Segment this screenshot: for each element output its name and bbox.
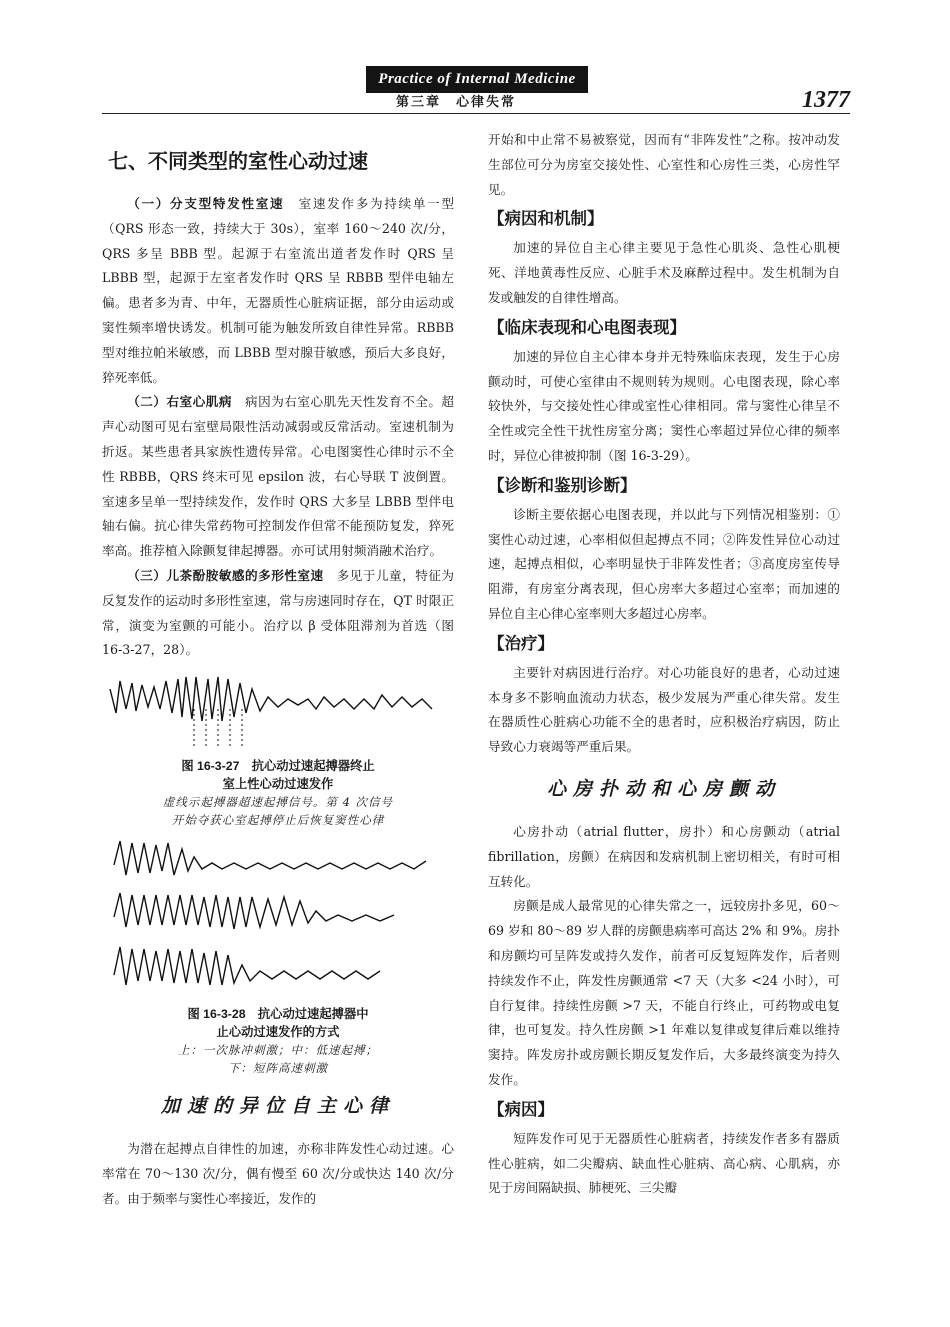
paragraph-af-intro: 心房扑动（atrial flutter，房扑）和心房颤动（atrial fibrillation，房颤）在病因和发病机制上密切相关，有时可相互转化。 bbox=[488, 823, 840, 889]
paragraph-diagnosis: 诊断主要依据心电图表现，并以此与下列情况相鉴别：①窦性心动过速，心率相似但起搏点不同；②阵发性异位心动过速，起搏点相似，心率明显快于非阵发性者；③高度房室传导阻滞，有房室分离表现，但心房率大多超过心室率；而加速的异位自主心律心室率则大多超过心房率。 bbox=[488, 506, 840, 621]
ecg-trace-bottom bbox=[114, 947, 380, 985]
ecg-trace-middle bbox=[114, 893, 394, 929]
figure-caption-title: 止心动过速发作的方式 bbox=[216, 1025, 340, 1040]
paragraph-clinical: 加速的异位自主心律本身并无特殊临床表现，发生于心房颤动时，可使心室律由不规则转为规则。心电图表现，除心率较快外，与交接处性心律或室性心律相同。常与窦性心律呈不全性或完全性干扰性房室分离；窦性心率超过异位心律的频率时，异位心律被抑制（图 16-3-29）。 bbox=[488, 348, 840, 463]
heading-treatment: 【治疗】 bbox=[488, 633, 554, 653]
figure-caption-description: 下：短阵高速刺激 bbox=[228, 1061, 328, 1076]
heading-etiology-mechanism: 【病因和机制】 bbox=[488, 209, 604, 229]
paragraph-af-epidemiology: 房颤是成人最常见的心律失常之一，远较房扑多见，60～69 岁和 80～89 岁人群的房颤患病率可高达 2% 和 9%。房扑和房颤均可呈阵发或持久发作，前者可反复短阵发作，后者则持续发作不止，阵发性房颤通常 <7 天（大多 <24 小时），可自行复律。持续性房颤 >7 天，不能自行终止，可药物或电复律，也可复发。持久性房颤 >1 年难以复律或复律后难以维持窦持。阵发房扑或房颤长期反复发作后，大多最终演变为持久发作。 bbox=[488, 898, 840, 1087]
figure-caption-description: 上：一次脉冲刺激；中：低速起搏； bbox=[178, 1043, 378, 1058]
figure-caption-title: 室上性心动过速发作 bbox=[222, 777, 334, 792]
paragraph-text: 病因为右室心肌先天性发育不全。超声心动图可见右室壁局限性活动减弱或反常活动。室速机制为折返。某些患者具家族性遗传异常。心电图窦性心律时示不全性 RBBB，QRS 终末可见 epsilon 波，右心导联 T 波倒置。室速多呈单一型持续发作，发作时 QRS 大多呈 LBBB 型伴电轴右偏。抗心律失常药物可控制发作但常不能预防复发，猝死率高。推荐植入除颤复律起搏器。亦可试用射频消融术治疗。 bbox=[102, 394, 455, 559]
section-title: 七、不同类型的室性心动过速 bbox=[108, 149, 368, 173]
figure-caption-title: 图 16-3-27 抗心动过速起搏器终止 bbox=[181, 759, 375, 774]
heading-diagnosis: 【诊断和鉴别诊断】 bbox=[488, 475, 637, 495]
ecg-strip-fig27 bbox=[102, 669, 454, 757]
accelerated-rhythm-title: 加速的异位自主心律 bbox=[160, 1095, 395, 1118]
figure-16-3-27 bbox=[102, 669, 454, 829]
right-column bbox=[488, 128, 840, 1201]
ecg-strips-fig28 bbox=[102, 835, 454, 1005]
journal-banner: Practice of Internal Medicine bbox=[366, 66, 588, 93]
paragraph-rv-cardiomyopathy bbox=[102, 390, 454, 564]
ecg-trace bbox=[110, 677, 432, 721]
paragraph-cpvt bbox=[102, 564, 454, 663]
chapter-heading: 第三章 心律失常 bbox=[396, 95, 517, 110]
paragraph-text: 多见于儿童，特征为反复发作的运动时多形性室速，常与房速同时存在，QT 时限正常，演变为室颤的可能小。治疗以 β 受体阻滞剂为首选（图 16-3-27，28）。 bbox=[102, 567, 455, 658]
paragraph-treatment: 主要针对病因进行治疗。对心功能良好的患者，心动过速本身多不影响血流动力状态，极少发展为严重心律失常。发生在器质性心脏病心功能不全的患者时，应积极治疗病因，防止导致心力衰竭等严重后果。 bbox=[488, 664, 840, 755]
paragraph-fascicular-vt bbox=[102, 192, 454, 390]
paragraph-af-etiology: 短阵发作可见于无器质性心脏病者，持续发作者多有器质性心脏病，如二尖瓣病、缺血性心脏病、高心病、心肌病，亦见于房间隔缺损、肺梗死、三尖瓣 bbox=[488, 1130, 840, 1196]
left-column bbox=[102, 128, 454, 1212]
figure-caption-description: 开始夺获心室起搏停止后恢复窦性心律 bbox=[171, 813, 385, 828]
subheading: （二）右室心肌病 bbox=[127, 394, 232, 410]
paragraph-etiology: 加速的异位自主心律主要见于急性心肌炎、急性心肌梗死、洋地黄毒性反应、心脏手术及麻醉过程中。发生机制为自发或触发的自律性增高。 bbox=[488, 240, 840, 305]
paragraph-text: 室速发作多为持续单一型（QRS 形态一致，持续大于 30s），室率 160～240 次/分，QRS 多呈 BBB 型。起源于右室流出道者发作时 QRS 呈 LBBB 型，起源于左室者发作时 QRS 呈 RBBB 型伴电轴左偏。患者多为青、中年，无器质性心脏病证据，部分由运动或窦性频率增快诱发。机制可能为触发所致自律性异常。RBBB 型对维拉帕米敏感，而 LBBB 型对腺苷敏感，预后大多良好，猝死率低。 bbox=[102, 196, 455, 385]
paragraph-continued: 开始和中止常不易被察觉，因而有“非阵发性”之称。按冲动发生部位可分为房室交接处性、心室性和心房性三类，心房性罕见。 bbox=[488, 132, 840, 197]
figure-caption-description: 虚线示起搏器超速起搏信号。第 4 次信号 bbox=[162, 795, 394, 810]
figure-16-3-28 bbox=[102, 835, 454, 1077]
paragraph-accelerated-rhythm: 为潜在起搏点自律性的加速，亦称非阵发性心动过速。心率常在 70～130 次/分，偶有慢至 60 次/分或快达 140 次/分者。由于频率与窦性心率接近，发作的 bbox=[102, 1141, 454, 1206]
page-number: 1377 bbox=[802, 87, 850, 113]
heading-etiology: 【病因】 bbox=[488, 1099, 554, 1119]
af-section-title: 心房扑动和心房颤动 bbox=[546, 777, 781, 800]
subheading: （一）分支型特发性室速 bbox=[127, 196, 285, 211]
header-rule bbox=[102, 113, 850, 114]
ecg-trace-top bbox=[114, 841, 426, 875]
figure-caption-title: 图 16-3-28 抗心动过速起搏器中 bbox=[187, 1007, 369, 1022]
subheading: （三）儿茶酚胺敏感的多形性室速 bbox=[127, 567, 324, 583]
heading-clinical-ecg: 【临床表现和心电图表现】 bbox=[488, 317, 686, 337]
